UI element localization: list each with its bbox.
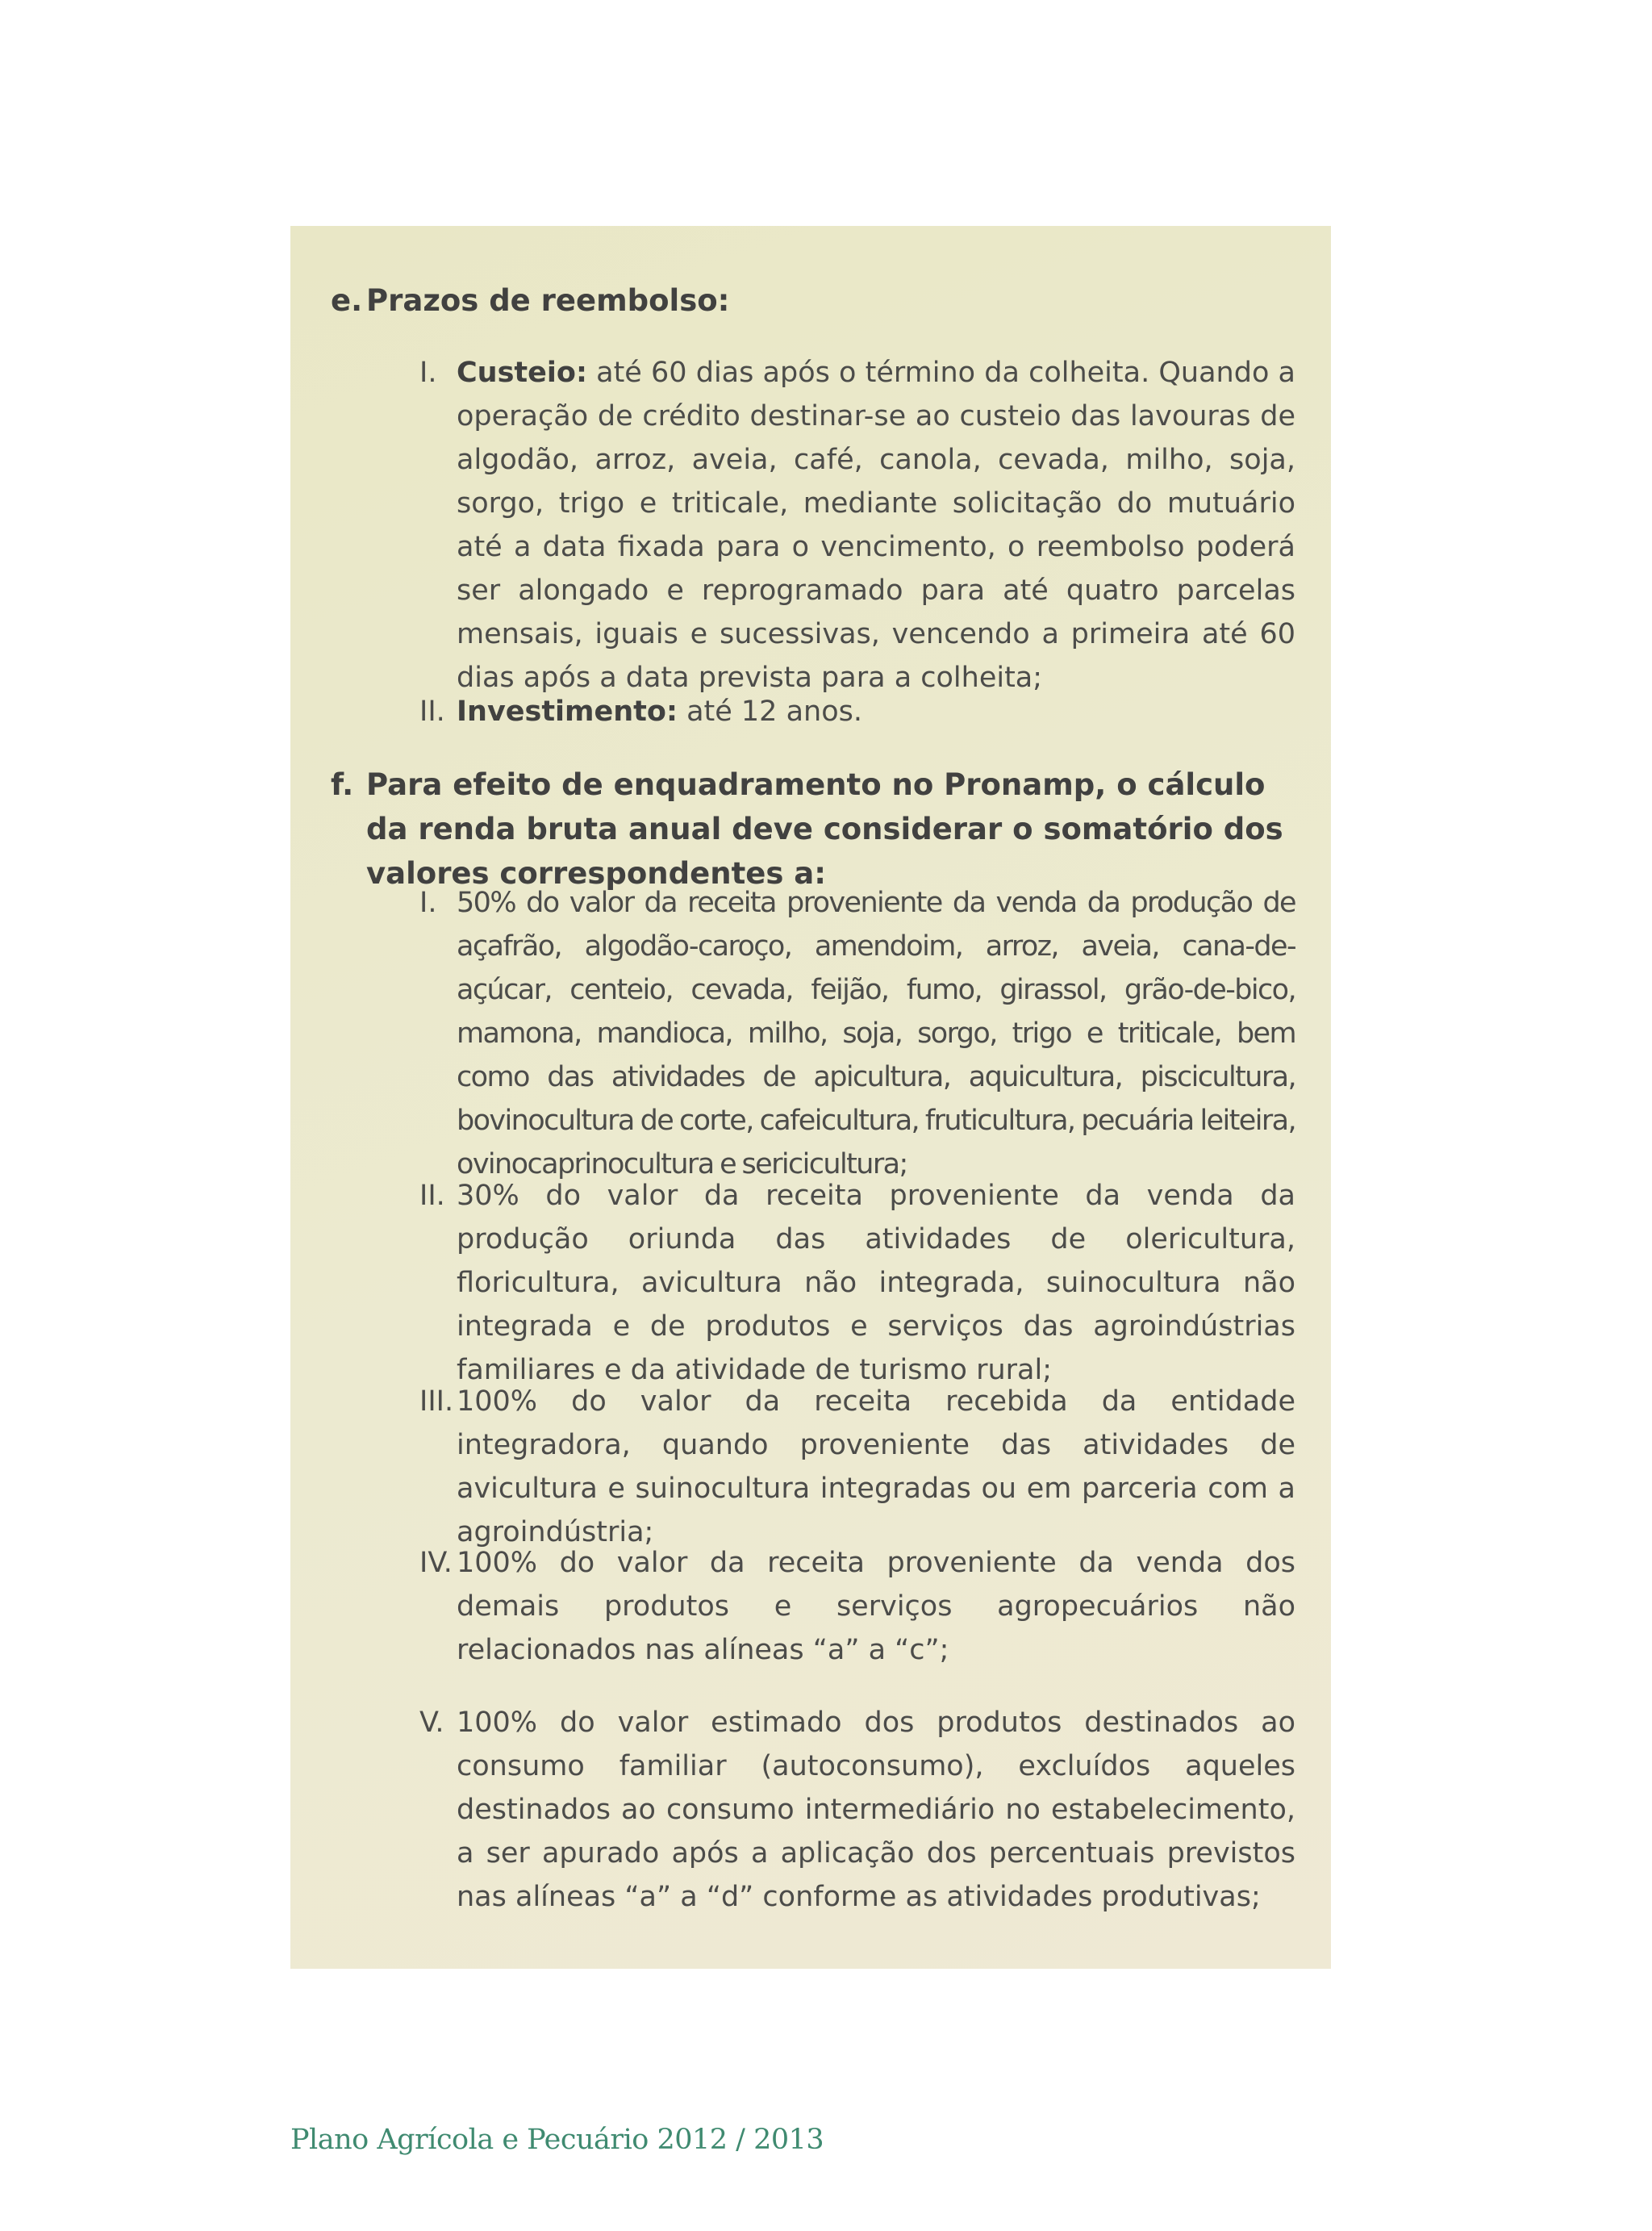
section-f-letter: f.: [331, 767, 354, 802]
section-e-heading: [331, 278, 1294, 323]
section-f-heading: [331, 762, 1294, 896]
section-e-item-1: [419, 351, 1299, 700]
item-body: [457, 690, 1295, 733]
section-f-item-1: [419, 881, 1299, 1186]
section-e-letter: e.: [331, 283, 363, 318]
section-f-item-3: [419, 1380, 1299, 1554]
item-number: II.: [419, 696, 445, 728]
item-number: I.: [419, 887, 437, 919]
item-text: 100% do valor estimado dos produtos destinados ao consumo familiar (autoconsumo), excluídos aqueles destinados ao consumo intermediário no estabelecimento, a ser apurado após a aplicação dos percentuais previstos nas alíneas “a” a “d” conforme as atividades produtivas;: [457, 1707, 1295, 1913]
section-f-title: Para efeito de enquadramento no Pronamp, o cálculo da renda bruta anual deve considerar o somatório dos valores correspondentes a:: [366, 767, 1283, 891]
item-number: I.: [419, 357, 437, 389]
section-e-item-2: [419, 690, 1299, 733]
page-footer: Plano Agrícola e Pecuário 2012 / 2013: [290, 2124, 824, 2156]
item-lead: Investimento:: [457, 696, 678, 728]
item-number: II.: [419, 1180, 445, 1212]
item-body: [457, 351, 1295, 700]
item-number: V.: [419, 1707, 444, 1739]
item-text: até 12 anos.: [677, 696, 862, 728]
item-text: até 60 dias após o término da colheita. Quando a operação de crédito destinar-se ao custeio das lavouras de algodão, arroz, aveia, café, canola, cevada, milho, soja, sorgo, trigo e triticale, mediante solicitação do mutuário até a data fixada para o vencimento, o reembolso poderá ser alongado e reprogramado para até quatro parcelas mensais, iguais e sucessivas, vencendo a primeira até 60 dias após a data prevista para a colheita;: [457, 357, 1295, 694]
item-text: 100% do valor da receita proveniente da venda dos demais produtos e serviços agropecuários não relacionados nas alíneas “a” a “c”;: [457, 1547, 1295, 1666]
item-text: 100% do valor da receita recebida da entidade integradora, quando proveniente das atividades de avicultura e suinocultura integradas ou em parceria com a agroindústria;: [457, 1385, 1295, 1548]
section-f-item-2: [419, 1174, 1299, 1392]
section-e-title: Prazos de reembolso:: [366, 283, 730, 318]
section-f-item-4: [419, 1541, 1299, 1672]
section-f-item-5: [419, 1701, 1299, 1919]
item-text: 50% do valor da receita proveniente da venda da produção de açafrão, algodão-caroço, amendoim, arroz, aveia, cana-de-açúcar, centeio, cevada, feijão, fumo, girassol, grão-de-bico, mamona, mandioca, milho, soja, sorgo, trigo e triticale, bem como das atividades de apicultura, aquicultura, piscicultura, bovinocultura de corte, cafeicultura, fruticultura, pecuária leiteira, ovinocaprinocultura e sericicultura;: [457, 887, 1295, 1180]
item-text: 30% do valor da receita proveniente da venda da produção oriunda das atividades de olericultura, floricultura, avicultura não integrada, suinocultura não integrada e de produtos e serviços das agroindústrias familiares e da atividade de turismo rural;: [457, 1180, 1295, 1386]
item-number: IV.: [419, 1547, 453, 1579]
item-number: III.: [419, 1385, 454, 1418]
item-lead: Custeio:: [457, 357, 587, 389]
